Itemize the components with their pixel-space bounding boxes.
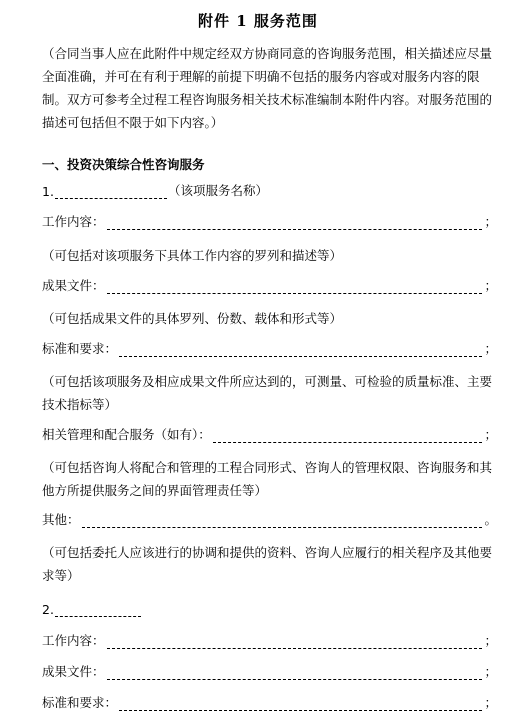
other-label: 其他： <box>42 512 80 527</box>
deliverables-label: 成果文件： <box>42 278 105 293</box>
row-end-mark: ； <box>484 633 497 648</box>
management-label: 相关管理和配合服务（如有）： <box>42 427 211 442</box>
management-row <box>42 427 497 443</box>
standards-row <box>42 341 497 357</box>
work-content-label: 工作内容： <box>42 214 105 229</box>
deliverables-row <box>42 664 497 680</box>
other-row <box>42 512 497 528</box>
other-blank[interactable] <box>82 515 483 528</box>
intro-paragraph <box>42 42 497 134</box>
row-end-mark: ； <box>484 278 497 293</box>
deliverables-blank[interactable] <box>107 667 483 680</box>
standards-note: （可包括该项服务及相应成果文件所应达到的，可测量、可检验的质量标准、主要技术指标等） <box>42 374 493 412</box>
section-heading: 一、投资决策综合性咨询服务 <box>42 157 205 172</box>
management-blank[interactable] <box>213 430 483 443</box>
item-number: 2. <box>42 602 54 617</box>
row-end-mark: ； <box>484 664 497 679</box>
standards-label: 标准和要求： <box>42 341 118 356</box>
work-content-blank[interactable] <box>107 217 483 230</box>
service-name-blank[interactable] <box>55 186 167 199</box>
item-2-title-row <box>42 601 142 617</box>
work-content-note: （可包括对该项服务下具体工作内容的罗列和描述等） <box>42 248 343 263</box>
management-note: （可包括咨询人将配合和管理的工程合同形式、咨询人的管理权限、咨询服务和其他方所提供服务之间的界面管理责任等） <box>42 460 493 498</box>
item-suffix: （该项服务名称） <box>167 183 268 198</box>
service-name-blank[interactable] <box>55 604 141 617</box>
deliverables-row <box>42 278 497 294</box>
row-end-mark: ； <box>484 341 497 356</box>
row-end-mark: ； <box>484 214 497 229</box>
work-content-row <box>42 214 497 230</box>
row-end-mark: ； <box>484 695 497 710</box>
page-title: 附件 1 服务范围 <box>198 12 318 30</box>
standards-blank[interactable] <box>119 698 482 711</box>
item-1-title-row <box>42 183 268 199</box>
standards-label: 标准和要求： <box>42 695 118 710</box>
standards-blank[interactable] <box>119 344 482 357</box>
deliverables-blank[interactable] <box>107 281 483 294</box>
deliverables-note: （可包括成果文件的具体罗列、份数、载体和形式等） <box>42 311 343 326</box>
item-number: 1. <box>42 184 54 199</box>
work-content-blank[interactable] <box>107 636 483 649</box>
row-end-mark: 。 <box>484 512 497 527</box>
row-end-mark: ； <box>484 427 497 442</box>
other-note: （可包括委托人应该进行的协调和提供的资料、咨询人应履行的相关程序及其他要求等） <box>42 545 493 583</box>
work-content-row <box>42 633 497 649</box>
work-content-label: 工作内容： <box>42 633 105 648</box>
standards-row <box>42 695 497 711</box>
deliverables-label: 成果文件： <box>42 664 105 679</box>
intro-text: （合同当事人应在此附件中规定经双方协商同意的咨询服务范围，相关描述应尽量全面准确，并可在有利于理解的前提下明确不包括的服务内容或对服务内容的限制。双方可参考全过程工程咨询服务相关技术标准编制本附件内容。对服务范围的描述可包括但不限于如下内容。） <box>42 46 493 130</box>
